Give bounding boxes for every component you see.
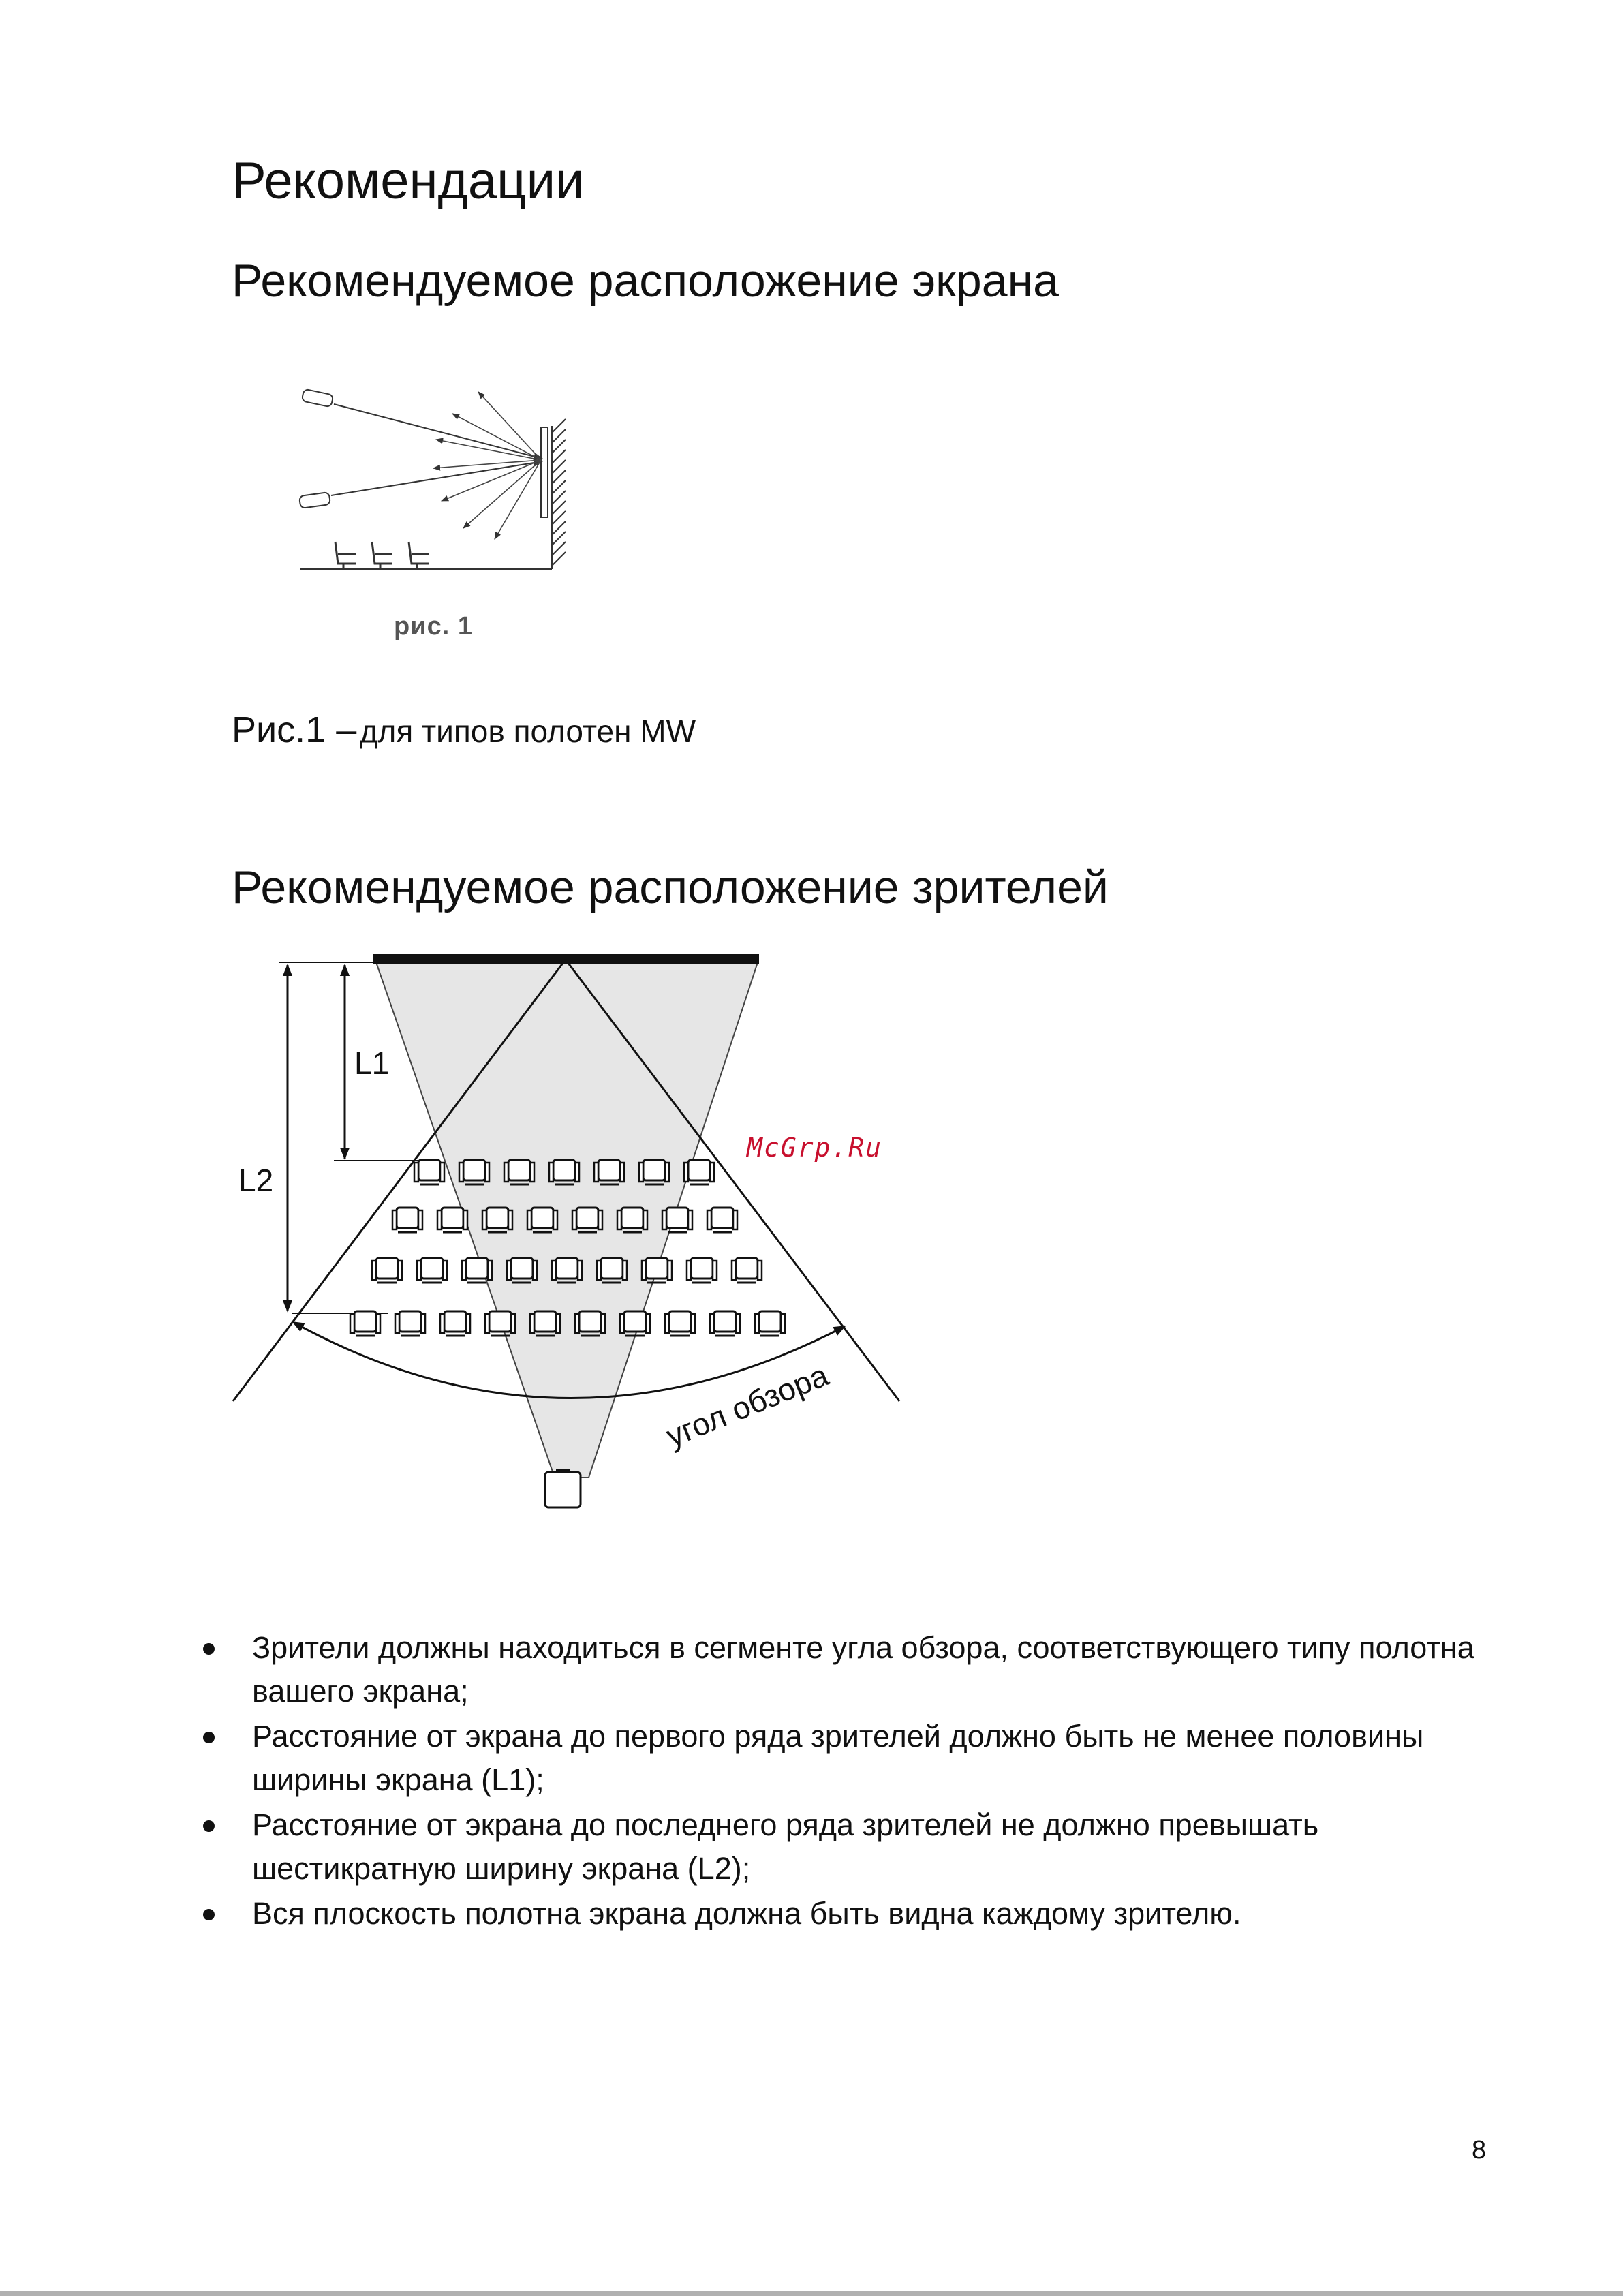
caption-text: для типов полотен MW bbox=[359, 714, 696, 749]
recommendation-list bbox=[198, 1626, 1492, 1937]
list-item: Вся плоскость полотна экрана должна быть видна каждому зрителю. bbox=[198, 1892, 1492, 1935]
page-bottom-border bbox=[0, 2291, 1623, 2296]
bullet-icon bbox=[203, 1909, 215, 1920]
figure-1-caption bbox=[232, 709, 696, 751]
projector-box bbox=[545, 1472, 581, 1507]
page-title: Рекомендации bbox=[232, 152, 585, 210]
screen-bar bbox=[373, 954, 759, 964]
projector-bottom bbox=[299, 492, 330, 508]
viewer-placement-diagram bbox=[225, 940, 920, 1527]
label-l2: L2 bbox=[238, 1163, 274, 1198]
page-number: 8 bbox=[1472, 2136, 1487, 2164]
list-item: Расстояние от экрана до последнего ряда зрителей не должно превышать шестикратную ширину экрана (L2); bbox=[198, 1803, 1492, 1891]
bullet-icon bbox=[203, 1820, 215, 1832]
caption-figure-number: Рис.1 – bbox=[232, 709, 357, 750]
seat-row-1 bbox=[414, 1160, 714, 1184]
wall-hatching bbox=[552, 419, 566, 569]
bullet-icon bbox=[203, 1643, 215, 1655]
projection-beam bbox=[376, 962, 758, 1478]
screen-panel bbox=[541, 427, 548, 517]
bullet-icon bbox=[203, 1732, 215, 1743]
section-heading-screen-placement: Рекомендуемое расположение экрана bbox=[232, 255, 1059, 307]
projector-top bbox=[302, 389, 334, 408]
figure-1-label: рис. 1 bbox=[394, 612, 473, 641]
seats bbox=[335, 542, 429, 570]
list-item: Расстояние от экрана до первого ряда зрителей должно быть не менее половины ширины экрана (L1); bbox=[198, 1715, 1492, 1802]
watermark: McGrp.Ru bbox=[747, 1133, 883, 1163]
section-heading-viewer-placement: Рекомендуемое расположение зрителей bbox=[232, 861, 1109, 913]
label-viewing-angle: угол обзора bbox=[661, 1356, 833, 1454]
list-item: Зрители должны находиться в сегменте угла обзора, соответствующего типу полотна вашего экрана; bbox=[198, 1626, 1492, 1713]
seat-row-3 bbox=[372, 1258, 762, 1283]
label-l1: L1 bbox=[354, 1045, 390, 1081]
